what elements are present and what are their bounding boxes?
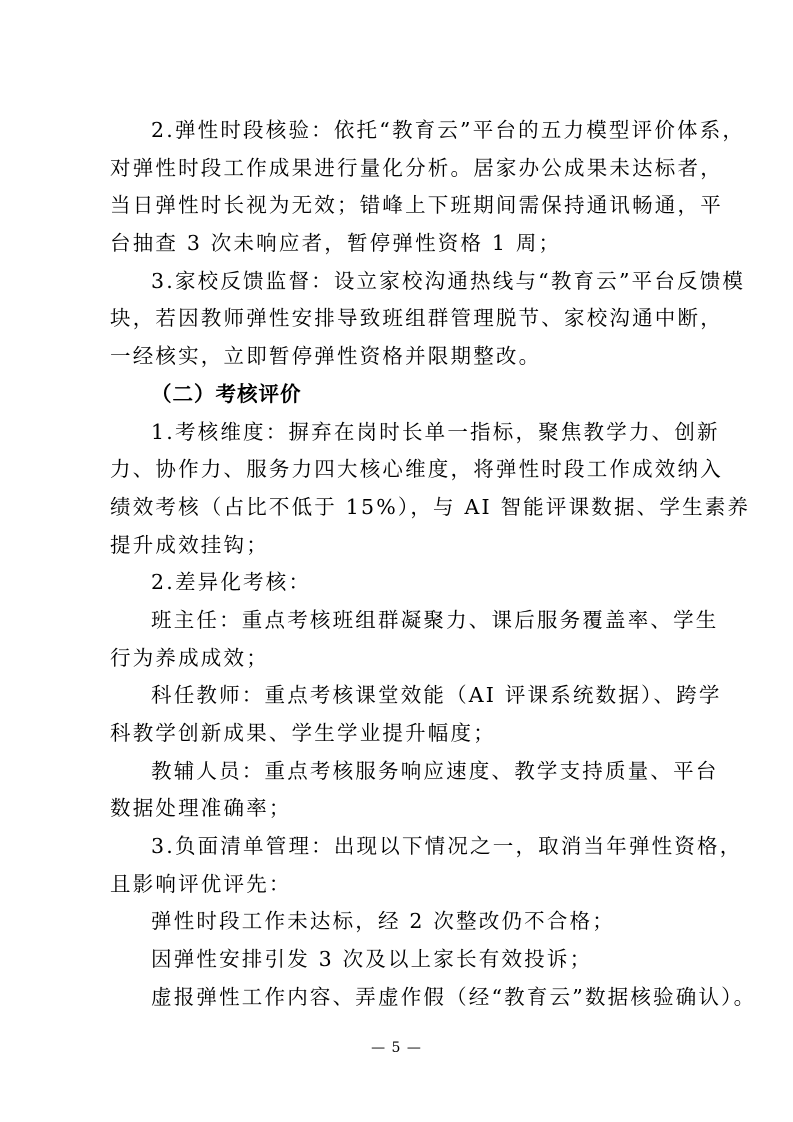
document-body [110,112,757,1017]
paragraph-elastic-verification-line-4: 台抽查 3 次未响应者，暂停弹性资格 1 周； [110,231,562,256]
paragraph-assessment-dimension-line-4: 提升成效挂钩； [110,532,269,557]
paragraph-feedback-supervision-line-3: 一经核实，立即暂停弹性资格并限期整改。 [110,344,542,369]
paragraph-elastic-verification-line-3: 当日弹性时长视为无效；错峰上下班期间需保持通讯畅通，平 [110,193,723,218]
paragraph-differentiated-assessment: 2.差异化考核： [151,570,312,595]
negative-list-item-2: 因弹性安排引发 3 次及以上家长有效投诉； [151,947,593,972]
paragraph-subject-teacher-line-1: 科任教师：重点考核课堂效能（AI 评课系统数据）、跨学 [151,683,722,708]
negative-list-item-3: 虚报弹性工作内容、弄虚作假（经“教育云”数据核验确认）。 [151,984,757,1009]
paragraph-assessment-dimension-line-3: 绩效考核（占比不低于 15%），与 AI 智能评课数据、学生素养 [110,494,751,519]
negative-list-item-1: 弹性时段工作未达标，经 2 次整改仍不合格； [151,909,615,934]
paragraph-elastic-verification-line-2: 对弹性时段工作成果进行量化分析。居家办公成果未达标者， [110,155,723,180]
paragraph-negative-list-line-1: 3.负面清单管理：出现以下情况之一，取消当年弹性资格， [151,834,743,859]
paragraph-head-teacher-line-2: 行为养成成效； [110,645,269,670]
section-heading-assessment: （二）考核评价 [151,381,302,406]
page-number: — 5 — [371,1040,422,1056]
paragraph-assessment-dimension-line-2: 力、协作力、服务力四大核心维度，将弹性时段工作成效纳入 [110,457,723,482]
paragraph-elastic-verification-line-1: 2.弹性时段核验：依托“教育云”平台的五力模型评价体系， [151,118,746,142]
paragraph-head-teacher-line-1: 班主任：重点考核班组群凝聚力、课后服务覆盖率、学生 [151,607,719,632]
paragraph-negative-list-line-2: 且影响评优评先： [110,871,292,896]
paragraph-support-staff-line-1: 教辅人员：重点考核服务响应速度、教学支持质量、平台 [151,758,719,783]
paragraph-feedback-supervision-line-2: 块，若因教师弹性安排导致班组群管理脱节、家校沟通中断， [110,306,723,331]
paragraph-subject-teacher-line-2: 科教学创新成果、学生学业提升幅度； [110,721,496,745]
paragraph-feedback-supervision-line-1: 3.家校反馈监督：设立家校沟通热线与“教育云”平台反馈模 [151,268,746,293]
paragraph-support-staff-line-2: 数据处理准确率； [110,796,292,821]
paragraph-assessment-dimension-line-1: 1.考核维度：摒弃在岗时长单一指标，聚焦教学力、创新 [151,419,720,444]
